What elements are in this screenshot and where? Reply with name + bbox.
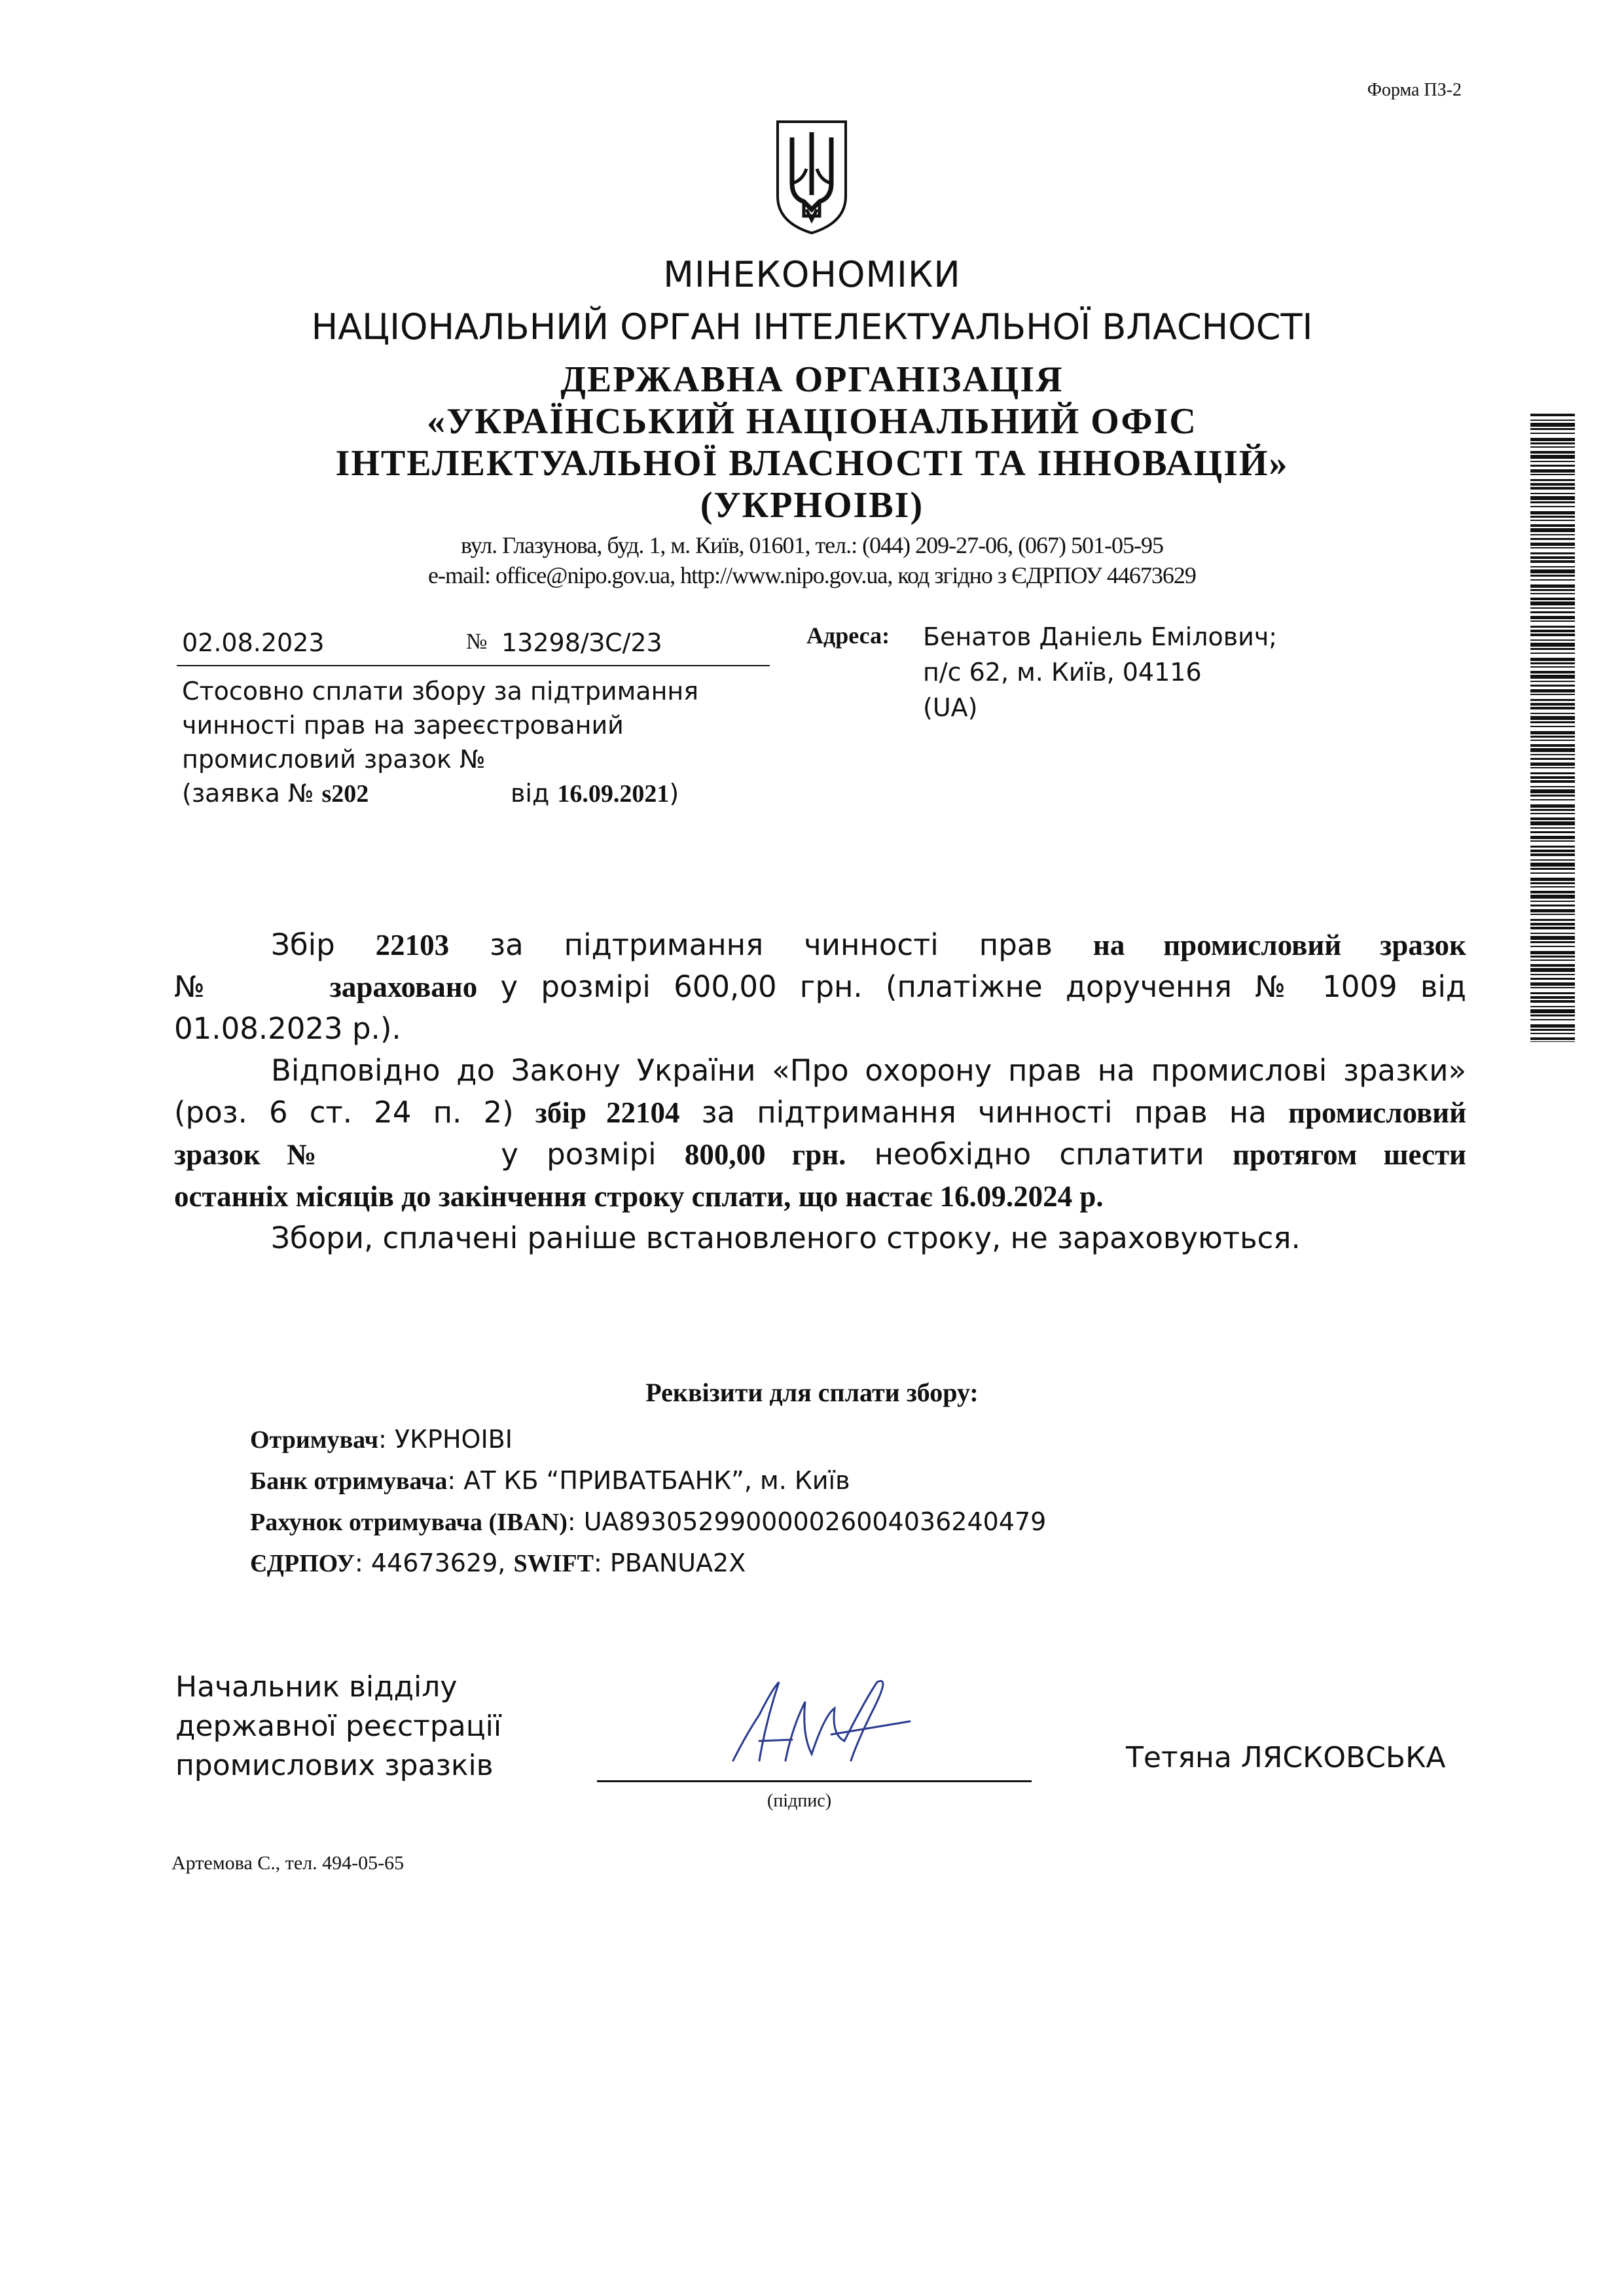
barcode-bar — [1530, 455, 1575, 459]
barcode-bar — [1530, 598, 1575, 600]
barcode-bar — [1530, 941, 1575, 943]
barcode-bar — [1530, 626, 1575, 628]
barcode-bar — [1530, 878, 1575, 881]
barcode-bar — [1530, 868, 1575, 870]
barcode-bar — [1530, 675, 1575, 679]
letter-number: 13298/ЗС/23 — [501, 628, 662, 657]
address-label: Адреса: — [806, 622, 890, 649]
barcode-bar — [1530, 438, 1575, 441]
barcode-bar — [1530, 772, 1575, 774]
barcode-bar — [1530, 726, 1575, 727]
barcode-bar — [1530, 853, 1575, 856]
barcode-bar — [1530, 713, 1575, 714]
barcode-bar — [1530, 1024, 1575, 1028]
barcode-bar — [1530, 758, 1575, 760]
org-address: вул. Глазунова, буд. 1, м. Київ, 01601, тел.: (044) 209-27-06, (067) 501-05-95 — [460, 532, 1164, 558]
barcode-bar — [1530, 762, 1575, 766]
barcode-bar — [1530, 501, 1575, 503]
subject-line: чинності прав на зареєстрований — [182, 711, 624, 740]
barcode-bar — [1530, 933, 1575, 934]
barcode-bar — [1530, 420, 1575, 421]
barcode-bar — [1530, 520, 1575, 521]
barcode-bar — [1530, 620, 1575, 622]
barcode-bar — [1530, 616, 1575, 619]
barcode-bar — [1530, 895, 1575, 899]
organization-name — [0, 359, 1624, 526]
handwritten-signature — [720, 1662, 916, 1780]
requisites-title: Реквізити для сплати збору: — [645, 1378, 979, 1407]
barcode-bar — [1530, 789, 1575, 793]
org-email-web: e-mail: office@nipo.gov.ua, http://www.nipo.gov.ua, код згідно з ЄДРПОУ 44673629 — [428, 562, 1196, 588]
barcode-bar — [1530, 699, 1575, 701]
barcode-bar — [1530, 560, 1575, 563]
barcode-bar — [1530, 901, 1575, 902]
barcode-bar — [1530, 964, 1575, 967]
barcode-bar — [1530, 960, 1575, 961]
barcode-bar — [1530, 461, 1575, 462]
barcode-bar — [1530, 446, 1575, 448]
barcode-bar — [1530, 648, 1575, 650]
position-line: Начальник відділу — [175, 1670, 458, 1704]
barcode-bar — [1530, 927, 1575, 929]
date-underline — [177, 665, 462, 666]
barcode-bar — [1530, 685, 1575, 687]
barcode-bar — [1530, 1029, 1575, 1031]
barcode-bar — [1530, 786, 1575, 787]
application-number: s202 — [321, 780, 369, 808]
recipient-row: Отримувач: УКРНОІВІ — [250, 1425, 513, 1454]
bank-row: Банк отримувача: АТ КБ “ПРИВАТБАНК”, м. Київ — [250, 1466, 850, 1495]
subject-application-line — [182, 776, 698, 811]
body-line: Збір 22103 за підтримання чинності прав на промисловий зразок — [271, 927, 1466, 962]
barcode-bar — [1530, 579, 1575, 581]
barcode-bar — [1530, 1041, 1575, 1042]
barcode-bar — [1530, 681, 1575, 682]
barcode-bar — [1530, 569, 1575, 573]
barcode-bar — [1530, 428, 1575, 430]
barcode-bar — [1530, 414, 1575, 416]
signature-line — [597, 1780, 1032, 1782]
addressee-line: п/с 62, м. Київ, 04116 — [923, 658, 1202, 687]
form-code: Форма ПЗ-2 — [1367, 80, 1462, 100]
barcode-bar — [1530, 936, 1575, 940]
fee-amount: 800,00 грн. — [684, 1138, 846, 1171]
subject-line: промисловий зразок № — [182, 745, 486, 774]
barcode-bar — [1530, 744, 1575, 747]
barcode-bar — [1530, 575, 1575, 577]
barcode-bar — [1530, 827, 1575, 829]
barcode-bar — [1530, 795, 1575, 797]
barcode-bar — [1530, 496, 1575, 500]
barcode-bar — [1530, 809, 1575, 811]
barcode-bar — [1530, 433, 1575, 434]
barcode-bar — [1530, 607, 1575, 609]
barcode-bar — [1530, 423, 1575, 427]
barcode-bar — [1530, 923, 1575, 925]
barcode-bar — [1530, 804, 1575, 808]
barcode-bar — [1530, 524, 1575, 527]
executor-contact: Артемова С., тел. 494-05-65 — [171, 1852, 405, 1874]
body-line: № зараховано у розмірі 600,00 грн. (платіжне доручення № 1009 від — [174, 969, 1466, 1004]
barcode-bar — [1530, 593, 1575, 594]
body-line: зразок № у розмірі 800,00 грн. необхідно сплатити протягом шести — [174, 1137, 1466, 1172]
edrpou-swift-row: ЄДРПОУ: 44673629, SWIFT: PBANUA2X — [250, 1549, 746, 1577]
barcode-bar — [1530, 643, 1575, 647]
barcode-bar — [1530, 882, 1575, 884]
barcode-bar — [1530, 982, 1575, 986]
barcode-bar — [1530, 1006, 1575, 1007]
signer-name: Тетяна ЛЯСКОВСЬКА — [1126, 1741, 1446, 1774]
barcode-bar — [1530, 1037, 1575, 1040]
letter-subject — [182, 674, 698, 811]
org-line: «УКРАЇНСЬКИЙ НАЦІОНАЛЬНИЙ ОФІС — [427, 401, 1197, 442]
barcode-bar — [1530, 465, 1575, 467]
barcode-bar — [1530, 831, 1575, 833]
signer-position — [175, 1668, 501, 1785]
barcode-bar — [1530, 516, 1575, 518]
barcode-bar — [1530, 666, 1575, 668]
ministry-name: МІНЕКОНОМІКИ — [663, 254, 961, 295]
barcode-bar — [1530, 703, 1575, 706]
org-line: ІНТЕЛЕКТУАЛЬНОЇ ВЛАСНОСТІ ТА ІННОВАЦІЙ» — [335, 443, 1289, 484]
fee-code: 22103 — [375, 929, 450, 961]
barcode-bar — [1530, 658, 1575, 661]
body-line: 01.08.2023 р.). — [174, 1011, 401, 1046]
barcode-bar — [1530, 552, 1575, 554]
barcode-bar — [1530, 1019, 1575, 1020]
barcode-bar — [1530, 511, 1575, 514]
number-underline — [458, 665, 770, 666]
barcode-bar — [1530, 799, 1575, 800]
application-date: 16.09.2021 — [557, 780, 670, 808]
barcode-bar — [1530, 1009, 1575, 1013]
signature-caption: (підпис) — [767, 1791, 832, 1811]
barcode-bar — [1530, 974, 1575, 975]
barcode-bar — [1530, 538, 1575, 540]
barcode-bar — [1530, 817, 1575, 820]
barcode-bar — [1530, 566, 1575, 567]
body-line: останніх місяців до закінчення строку сплати, що настає 16.09.2024 р. — [174, 1180, 1104, 1213]
barcode-bar — [1530, 694, 1575, 695]
trident-emblem-icon — [772, 118, 851, 236]
barcode-bar — [1530, 547, 1575, 548]
barcode-bar — [1530, 483, 1575, 486]
barcode-bar — [1530, 748, 1575, 752]
barcode-bar — [1530, 978, 1575, 980]
barcode-bar — [1530, 736, 1575, 738]
barcode-bar — [1530, 914, 1575, 915]
barcode-bar — [1530, 909, 1575, 912]
barcode-bar — [1530, 905, 1575, 906]
iban-row: Рахунок отримувача (IBAN): UA893052990000026004036240479 — [250, 1507, 1047, 1536]
barcode-bar — [1530, 639, 1575, 641]
barcode-bar — [1530, 543, 1575, 546]
barcode-bar — [1530, 487, 1575, 490]
barcode-bar — [1530, 584, 1575, 588]
barcode-bar — [1530, 891, 1575, 893]
barcode-bar — [1530, 776, 1575, 779]
barcode-bar — [1530, 611, 1575, 613]
barcode-bar — [1530, 951, 1575, 954]
barcode-bar — [1530, 1014, 1575, 1016]
barcode-bar — [1530, 846, 1575, 848]
barcode-bar — [1530, 630, 1575, 632]
barcode-bar — [1530, 707, 1575, 709]
position-line: державної реєстрації — [175, 1710, 502, 1743]
body-line: (роз. 6 ст. 24 п. 2) збір 22104 за підтримання чинності прав на промисловий — [174, 1095, 1466, 1130]
barcode-bar — [1530, 946, 1575, 947]
application-from: від — [511, 779, 558, 808]
subject-line: Стосовно сплати збору за підтримання — [182, 677, 699, 706]
barcode-bar — [1530, 740, 1575, 741]
addressee — [923, 619, 1277, 725]
barcode-bar — [1530, 863, 1575, 867]
body-line: Відповідно до Закону України «Про охорону прав на промислові зразки» — [271, 1053, 1466, 1088]
barcode-bar — [1530, 859, 1575, 861]
addressee-line: (UA) — [923, 693, 978, 722]
payment-requisites — [250, 1419, 1046, 1584]
barcode-bar — [1530, 556, 1575, 559]
org-line: ДЕРЖАВНА ОРГАНІЗАЦІЯ — [560, 359, 1064, 400]
barcode-bar — [1530, 731, 1575, 734]
body-line: Збори, сплачені раніше встановленого строку, не зараховуються. — [271, 1221, 1301, 1255]
barcode-bar — [1530, 886, 1575, 888]
barcode-bar — [1530, 780, 1575, 783]
barcode-bar — [1530, 493, 1575, 494]
letter-body — [174, 924, 1466, 1259]
org-line: (УКРНОІВІ) — [700, 485, 924, 526]
barcode — [1530, 414, 1575, 1042]
barcode-bar — [1530, 754, 1575, 755]
barcode-bar — [1530, 528, 1575, 532]
org-contacts — [0, 530, 1624, 590]
application-close: ) — [669, 779, 679, 808]
barcode-bar — [1530, 474, 1575, 475]
barcode-bar — [1530, 996, 1575, 999]
barcode-bar — [1530, 451, 1575, 454]
application-prefix: (заявка № — [182, 779, 322, 808]
barcode-bar — [1530, 968, 1575, 972]
letter-date: 02.08.2023 — [182, 628, 325, 657]
barcode-bar — [1530, 634, 1575, 636]
barcode-bar — [1530, 919, 1575, 921]
barcode-bar — [1530, 716, 1575, 720]
barcode-bar — [1530, 987, 1575, 988]
barcode-bar — [1530, 506, 1575, 507]
barcode-bar — [1530, 992, 1575, 994]
barcode-bar — [1530, 767, 1575, 768]
barcode-bar — [1530, 872, 1575, 874]
barcode-bar — [1530, 689, 1575, 692]
barcode-bar — [1530, 662, 1575, 664]
barcode-bar — [1530, 534, 1575, 535]
barcode-bar — [1530, 589, 1575, 591]
addressee-line: Бенатов Даніель Емілович; — [923, 622, 1278, 651]
barcode-bar — [1530, 1033, 1575, 1034]
barcode-bar — [1530, 821, 1575, 825]
credited-status: зараховано — [329, 971, 478, 1003]
barcode-bar — [1530, 721, 1575, 723]
barcode-bar — [1530, 601, 1575, 605]
barcode-bar — [1530, 850, 1575, 852]
barcode-bar — [1530, 479, 1575, 481]
barcode-bar — [1530, 813, 1575, 814]
barcode-bar — [1530, 469, 1575, 473]
barcode-bar — [1530, 671, 1575, 673]
barcode-bar — [1530, 1000, 1575, 1003]
barcode-bar — [1530, 653, 1575, 654]
barcode-bar — [1530, 840, 1575, 842]
position-line: промислових зразків — [175, 1749, 494, 1782]
number-mark: № — [466, 630, 488, 654]
barcode-bar — [1530, 956, 1575, 958]
authority-name: НАЦІОНАЛЬНИЙ ОРГАН ІНТЕЛЕКТУАЛЬНОЇ ВЛАСНОСТІ — [311, 306, 1313, 348]
barcode-bar — [1530, 442, 1575, 444]
barcode-bar — [1530, 836, 1575, 839]
